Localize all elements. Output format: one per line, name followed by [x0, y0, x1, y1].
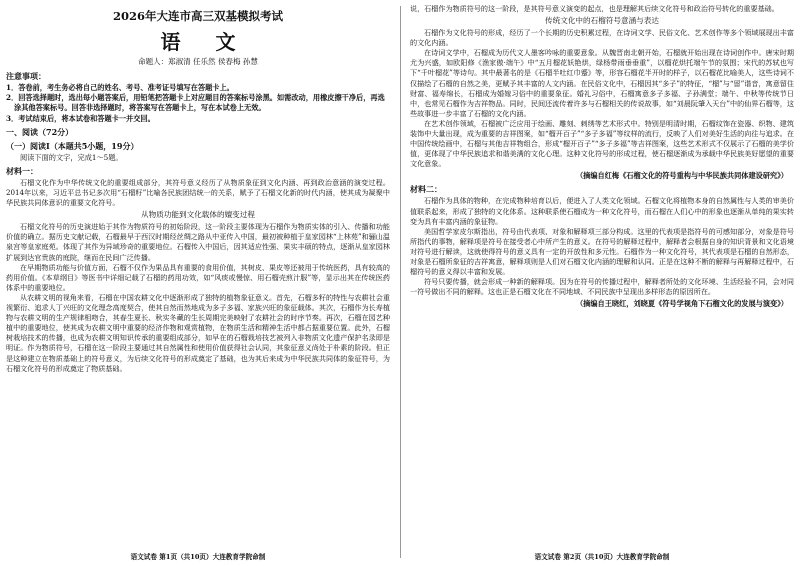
note-item-3: 3．考试结束后，将本试卷和答题卡一并交回。	[6, 113, 155, 123]
source-citation-1: （摘编自红梅《石榴文化的符号重构与中华民族共同体建设研究》）	[575, 171, 788, 181]
exam-title: 2026年大连市高三双基模拟考试	[112, 9, 283, 23]
material1-subtitle: 从物质功能到文化载体的嬗变过程	[141, 210, 255, 220]
right-para-3: 在艺术创作领域，石榴被广泛应用于绘画、雕刻、刺绣等艺术形式中。特别是明清时期，石榴纹饰在瓷器、织物、建筑装饰中大量出现，成为重要的吉祥图案，如“榴开百子”“多子多福”等纹样的流行，反映了人们对美好生活的向往与追求。在中国传统绘画中，石榴与其他吉祥物组合，形成“榴开百子”“多子多福”等吉祥图案，这些艺术形式不仅展示了石榴的美学价值，更体现了中华民族追求和谐美满的文化心理。这种文化符号的形成过程，使石榴逐渐成为承载中华民族美好愿望的重要文化意象。	[410, 118, 794, 169]
page-footer-left: 语文试卷 第1页（共10页）大连教育学院命制	[130, 553, 266, 561]
page-1	[6, 4, 390, 562]
material1-para-3: 从农耕文明的视角来看，石榴在中国农耕文化中逐渐形成了独特的植物象征意义。首先，石榴多籽的特性与农耕社会重视繁衍、追求人丁兴旺的文化理念高度契合，使其自然而然地成为多子多福、家族兴旺的象征载体。其次，石榴作为长寿植物与农耕文明的生产规律相吻合，其春生夏长、秋实冬藏的生长周期完美映射了农耕社会的时序节奏。再次，石榴在园艺种植中的重要地位，使其成为农耕文明中重要的经济作物和观赏植物，在物质生活和精神生活中都占据重要位置。此外，石榴树栽培技术的传播，也成为农耕文明知识传承的重要组成部分，如早在的石榴栽培技艺被列入非物质文化遗产保护名录即是明证。作为物质符号，石榴在这一阶段主要通过其自然属性和使用价值获得社会认同，其象征意义尚处于朴素的阶段。但正是这种建立在物质基础上的符号意义，为后续文化符号的形成奠定了基础，也为其后来成为中华民族共同体的象征符号，为石榴文化符号的形成奠定了物质基础。	[6, 292, 390, 373]
page-footer-right: 语文试卷 第2页（共10页）大连教育学院命制	[534, 553, 670, 561]
column-divider	[400, 6, 401, 558]
material2-label: 材料二：	[410, 184, 442, 195]
note-item-1: 1．答卷前，考生务必将自己的姓名、考号、准考证号填写在答题卡上。	[6, 83, 234, 92]
material1-para-2: 在早期物质功能与价值方面，石榴不仅作为果品具有重要的食用价值，其树皮、果皮等还被用于传统医药，具有较高的药用价值。《本草纲目》等医书中详细记载了石榴的药用功效，如“风痰或慢惊、用石榴壳煎汁服”等，显示出其在传统医药体系中的重要地位。	[6, 262, 390, 292]
section-heading: 一、阅读（72分）	[6, 126, 74, 137]
right-para-1: 石榴作为文化符号的形成，经历了一个长期的历史积累过程，在诗词文学、民俗文化、艺术创作等多个领域展现出丰富的文化内涵。	[410, 28, 794, 48]
right-subtitle: 传统文化中的石榴符号意涵与表达	[545, 16, 659, 26]
notes-heading: 注意事项：	[6, 71, 46, 81]
page-2	[410, 4, 794, 562]
instruction: 阅读下面的文字，完成1～5题。	[20, 152, 123, 162]
note-item-2: 2．回答选择题时，选出每小题答案后，用铅笔把答题卡上对应题目的答案标号涂黑。如需改动，用橡皮擦干净后，再选涂其他答案标号。回答非选择题时，将答案写在答题卡上，写在本试卷上无效。	[6, 93, 385, 113]
source-citation-2: （摘编自王晓红，刘晓夏《符号学视角下石榴文化的发展与演变》）	[575, 299, 788, 309]
material1-intro: 石榴文化作为中华传统文化的重要组成部分，其符号意义经历了从物质象征到文化内涵、再到政治意涵的演变过程。2014年以来，习近平总书记多次用“石榴籽”比喻各民族团结统一的关系，赋予了石榴文化新的时代内涵，使其成为凝聚中华民族共同体意识的重要文化符号。	[6, 178, 390, 208]
material2-para-1: 石榴作为具体的物种，在完成物种培育以后，便进入了人类文化领域。石榴文化将植物本身的自然属性与人类的审美价值联系起来，形成了独特的文化体系。这种联系使石榴成为一种文化符号，而石榴在人们心中的形象也逐渐从单纯的果实转变为具有丰富内涵的象征物。	[410, 196, 794, 226]
sub-section-heading: （一）阅读Ⅰ（本题共5小题，19分）	[6, 140, 139, 151]
material1-para-1: 石榴文化符号的历史演进始于其作为物质符号的初始阶段，这一阶段主要体现为石榴作为物质实体的引入、传播和功能价值的确立。据历史文献记载，石榴最早于西汉时期经丝绸之路从中亚传入中国，最初被种植于皇家园林“上林苑”和骊山温泉宫等皇家庭苑。体现了其作为异域珍奇的重要地位。石榴传入中国后，因其适应性强、果实丰硕的特点，逐渐从皇家园林扩展到达官贵族的庭院，继而在民间广泛传播。	[6, 222, 390, 262]
right-para-2: 在诗词文学中，石榴成为历代文人墨客吟咏的重要意象。从魏晋南北朝开始，石榴就开始出现在诗词创作中。唐宋时期尤为兴盛，如欧阳修《渔家傲·端午》中“五月榴花妖艳烘，绿杨带雨垂垂重”，以榴花烘托端午节的氛围；宋代的苏轼也写下“千叶榴花”等诗句。其中最著名的是《石榴半吐红巾蹙》等，形容石榴花半开时的样子，以石榴花比喻美人，这些诗词不仅描绘了石榴的自然之美，更赋予其丰富的人文内涵。在民俗文化中，石榴因其“多子”的特征，“榴”与“留”谐音，寓意留住财富、福寿绵长，石榴成为婚嫁习俗中的重要象征。婚礼习俗中，石榴寓意多子多福、子孙满堂；端午、中秋等传统节日中，也常见石榴作为吉祥物品。同时，民间还流传着许多与石榴相关的传说故事，如“刘晨阮肇入天台”中的仙界石榴等，这些故事进一步丰富了石榴的文化内涵。	[410, 48, 794, 118]
right-top-para: 说，石榴作为物质符号的这一阶段，是其符号意义演变的起点，也是理解其后续文化符号和政治符号转化的重要基础。	[410, 4, 779, 13]
material2-para-2: 美国哲学家皮尔斯指出，符号由代表项、对象和解释项三部分构成。这里的代表项是指符号的可感知部分，对象是符号所指代的事物，解释项是符号在接受者心中所产生的意义。在符号的解释过程中，解释者会根据自身的知识背景和文化语境对符号进行解读，这就使得符号的意义具有一定的开放性和多元性。石榴作为一种文化符号，其代表项是石榴的自然形态，对象是石榴所象征的吉祥寓意，解释项则是人们对石榴文化内涵的理解和认同。正是在这种不断的解释与再解释过程中，石榴符号的意义得以丰富和发展。	[410, 226, 794, 277]
material1-label: 材料一：	[6, 166, 38, 177]
material2-para-3: 符号只要传播，就会形成一种新的解释项。因为在符号的传播过程中，解释者所处的文化环境、生活经验不同，会对同一符号做出不同的解释。这也正是石榴文化在不同地域、不同民族中呈现出多样形态的原因所在。	[410, 277, 794, 297]
exam-authors: 命题人：郑淑清 任乐然 侯春梅 孙慧	[138, 57, 258, 66]
exam-subject: 语 文	[160, 30, 250, 54]
